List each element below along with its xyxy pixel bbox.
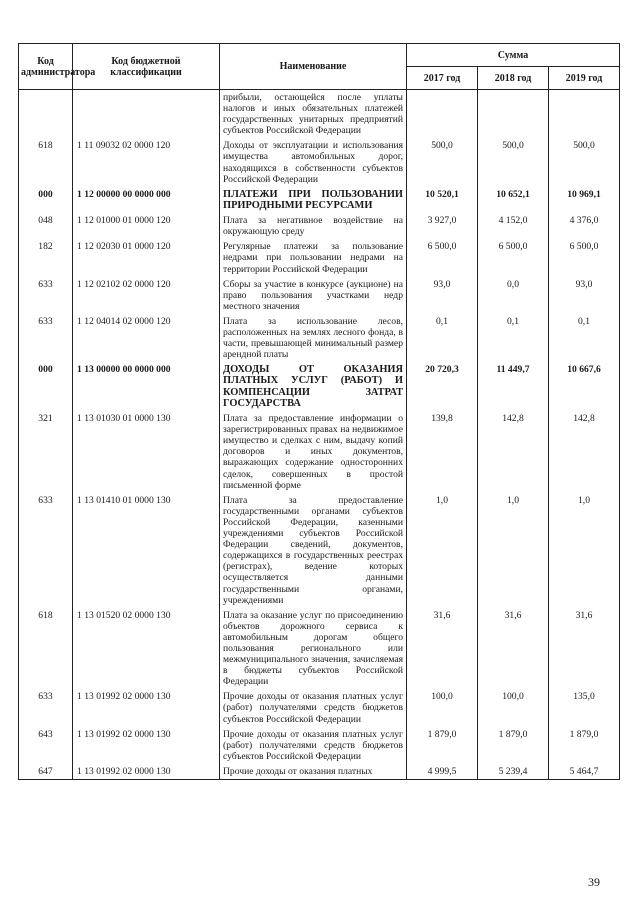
table-header xyxy=(19,44,620,90)
table-row xyxy=(19,362,620,411)
sum-2019: 31,6 xyxy=(549,608,620,690)
budget-code: 1 13 01030 01 0000 130 xyxy=(73,411,220,493)
sum-2019: 93,0 xyxy=(549,277,620,314)
admin-code: 048 xyxy=(19,213,73,239)
budget-code: 1 12 01000 01 0000 120 xyxy=(73,213,220,239)
sum-2017: 1 879,0 xyxy=(407,727,478,764)
item-name: прибыли, остающейся после уплаты налогов и иных обязательных платежей государственных унитарных предприятий субъектов Российской Федерации xyxy=(220,90,407,139)
sum-2018: 500,0 xyxy=(478,138,549,186)
budget-code: 1 13 00000 00 0000 000 xyxy=(73,362,220,411)
item-name: Регулярные платежи за пользование недрами при пользовании недрами на территории Российской Федерации xyxy=(220,239,407,276)
sum-2017: 4 999,5 xyxy=(407,764,478,780)
table-body xyxy=(19,90,620,780)
sum-2017: 0,1 xyxy=(407,314,478,362)
sum-2019: 1,0 xyxy=(549,493,620,608)
item-name: Плата за негативное воздействие на окружающую среду xyxy=(220,213,407,239)
admin-code xyxy=(19,90,73,139)
sum-2018: 1 879,0 xyxy=(478,727,549,764)
header-admin: Код администратора xyxy=(19,44,73,90)
sum-2019: 500,0 xyxy=(549,138,620,186)
sum-2017: 93,0 xyxy=(407,277,478,314)
budget-code: 1 13 01410 01 0000 130 xyxy=(73,493,220,608)
budget-code: 1 12 04014 02 0000 120 xyxy=(73,314,220,362)
sum-2017: 6 500,0 xyxy=(407,239,478,276)
sum-2018: 5 239,4 xyxy=(478,764,549,780)
sum-2019: 4 376,0 xyxy=(549,213,620,239)
sum-2018: 10 652,1 xyxy=(478,187,549,213)
table-row xyxy=(19,277,620,314)
sum-2019: 5 464,7 xyxy=(549,764,620,780)
admin-code: 618 xyxy=(19,138,73,186)
budget-code: 1 12 00000 00 0000 000 xyxy=(73,187,220,213)
admin-code: 633 xyxy=(19,493,73,608)
sum-2017: 139,8 xyxy=(407,411,478,493)
item-name: Прочие доходы от оказания платных xyxy=(220,764,407,780)
revenue-table xyxy=(18,43,620,780)
sum-2018: 0,0 xyxy=(478,277,549,314)
sum-2017 xyxy=(407,90,478,139)
page-number: 39 xyxy=(588,875,600,889)
sum-2018: 31,6 xyxy=(478,608,549,690)
budget-code: 1 11 09032 02 0000 120 xyxy=(73,138,220,186)
sum-2018: 1,0 xyxy=(478,493,549,608)
table-row xyxy=(19,493,620,608)
admin-code: 647 xyxy=(19,764,73,780)
admin-code: 182 xyxy=(19,239,73,276)
admin-code: 618 xyxy=(19,608,73,690)
item-name: Плата за использование лесов, расположенных на землях лесного фонда, в части, превышающей минимальный размер арендной платы xyxy=(220,314,407,362)
sum-2017: 1,0 xyxy=(407,493,478,608)
admin-code: 000 xyxy=(19,187,73,213)
table-row xyxy=(19,138,620,186)
sum-2017: 31,6 xyxy=(407,608,478,690)
table-row xyxy=(19,239,620,276)
table-row xyxy=(19,213,620,239)
admin-code: 633 xyxy=(19,689,73,726)
table-row xyxy=(19,689,620,726)
item-name: Плата за предоставление государственными органами субъектов Российской Федерации, казенными учреждениями субъектов Российской Федерации сведений, документов, содержащихся в государственных реестрах (регистрах), ведение которых осуществляется данными государственными органами, учреждениями xyxy=(220,493,407,608)
table-row xyxy=(19,608,620,690)
item-name: Прочие доходы от оказания платных услуг (работ) получателями средств бюджетов субъектов Российской Федерации xyxy=(220,689,407,726)
item-name: Доходы от эксплуатации и использования имущества автомобильных дорог, находящихся в собственности субъектов Российской Федерации xyxy=(220,138,407,186)
budget-code: 1 13 01992 02 0000 130 xyxy=(73,727,220,764)
sum-2019: 142,8 xyxy=(549,411,620,493)
header-year-2017: 2017 год xyxy=(407,67,478,90)
header-year-2019: 2019 год xyxy=(549,67,620,90)
sum-2019: 1 879,0 xyxy=(549,727,620,764)
admin-code: 000 xyxy=(19,362,73,411)
sum-2018: 11 449,7 xyxy=(478,362,549,411)
item-name: ДОХОДЫ ОТ ОКАЗАНИЯ ПЛАТНЫХ УСЛУГ (РАБОТ) И КОМПЕНСАЦИИ ЗАТРАТ ГОСУДАРСТВА xyxy=(220,362,407,411)
sum-2019: 0,1 xyxy=(549,314,620,362)
table-row xyxy=(19,187,620,213)
item-name: ПЛАТЕЖИ ПРИ ПОЛЬЗОВАНИИ ПРИРОДНЫМИ РЕСУРСАМИ xyxy=(220,187,407,213)
sum-2018: 100,0 xyxy=(478,689,549,726)
sum-2019: 10 667,6 xyxy=(549,362,620,411)
item-name: Плата за предоставление информации о зарегистрированных правах на недвижимое имущество и сделках с ним, выдачу копий договоров и иных документов, выражающих содержание односторонних сделок, совершенных в простой письменной форме xyxy=(220,411,407,493)
budget-code: 1 13 01520 02 0000 130 xyxy=(73,608,220,690)
item-name: Сборы за участие в конкурсе (аукционе) на право пользования участками недр местного значения xyxy=(220,277,407,314)
table-row xyxy=(19,411,620,493)
header-year-2018: 2018 год xyxy=(478,67,549,90)
table-row xyxy=(19,90,620,139)
item-name: Прочие доходы от оказания платных услуг (работ) получателями средств бюджетов субъектов Российской Федерации xyxy=(220,727,407,764)
budget-code: 1 13 01992 02 0000 130 xyxy=(73,764,220,780)
admin-code: 633 xyxy=(19,314,73,362)
sum-2018: 0,1 xyxy=(478,314,549,362)
table-row xyxy=(19,314,620,362)
budget-code: 1 12 02102 02 0000 120 xyxy=(73,277,220,314)
sum-2019: 6 500,0 xyxy=(549,239,620,276)
header-sum: Сумма xyxy=(407,44,620,67)
header-name: Наименование xyxy=(220,44,407,90)
admin-code: 643 xyxy=(19,727,73,764)
sum-2018: 4 152,0 xyxy=(478,213,549,239)
sum-2019 xyxy=(549,90,620,139)
sum-2018: 142,8 xyxy=(478,411,549,493)
sum-2017: 500,0 xyxy=(407,138,478,186)
sum-2017: 100,0 xyxy=(407,689,478,726)
admin-code: 633 xyxy=(19,277,73,314)
sum-2019: 10 969,1 xyxy=(549,187,620,213)
budget-code: 1 12 02030 01 0000 120 xyxy=(73,239,220,276)
header-code: Код бюджетной классификации xyxy=(73,44,220,90)
table-row xyxy=(19,764,620,780)
budget-code: 1 13 01992 02 0000 130 xyxy=(73,689,220,726)
sum-2018: 6 500,0 xyxy=(478,239,549,276)
budget-code xyxy=(73,90,220,139)
admin-code: 321 xyxy=(19,411,73,493)
sum-2017: 3 927,0 xyxy=(407,213,478,239)
table-row xyxy=(19,727,620,764)
sum-2018 xyxy=(478,90,549,139)
sum-2019: 135,0 xyxy=(549,689,620,726)
sum-2017: 10 520,1 xyxy=(407,187,478,213)
sum-2017: 20 720,3 xyxy=(407,362,478,411)
item-name: Плата за оказание услуг по присоединению объектов дорожного сервиса к автомобильным дорогам общего пользования регионального или межмуниципального значения, зачисляемая в бюджеты субъектов Российской Федерации xyxy=(220,608,407,690)
